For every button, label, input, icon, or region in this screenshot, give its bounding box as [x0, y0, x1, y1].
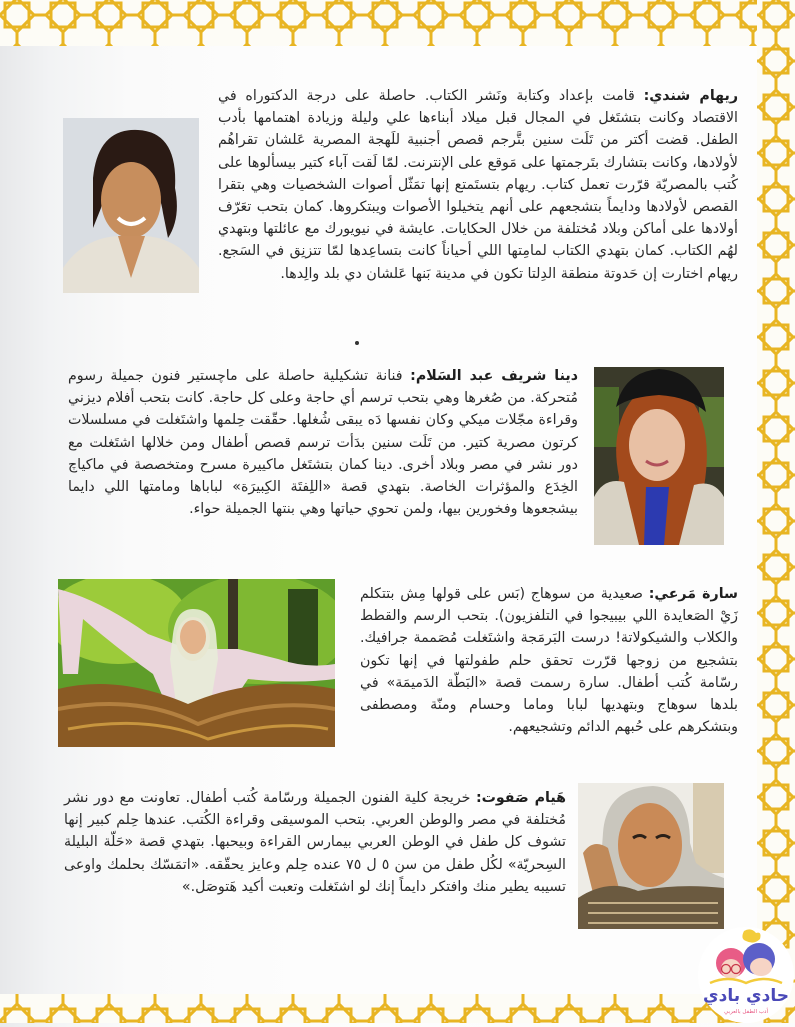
bio-riham-shendy — [218, 85, 738, 285]
hayam-photo — [578, 783, 724, 929]
riham-photo — [63, 118, 199, 293]
sara-photo — [58, 579, 335, 747]
bio-name: ريهام شندي: — [643, 88, 739, 104]
dina-photo — [594, 367, 724, 545]
separator-dot — [355, 341, 359, 345]
hadi-badi-logo — [696, 925, 795, 1023]
decorative-border-bottom — [0, 994, 795, 1023]
bio-text: قامت بإعداد وكتابة ونَشر الكتاب. حاصلة على درجة الدكتوراه في الاقتصاد وكانت بتشتَغل في المجال قبل ميلاد أبناءها علي وليلة وزيادة اهتمامها بأدب الطفل. قضت أكتر من تَلَت سنين بتَّرجم قصص أجنبية للَهجة المصرية عَلشان تقراهُم لأولادها، وكانت بتشارك بتَرجمتها على مَوقع على الإنترنت. لمّا لَقت آباء كتير بيسألوها على كُتب بالمصريّة قرّرت تعمل كتاب. ريهام بتستَمتع إنها تمَثّل أصوات الشخصيات وهي بتقرا القصص لأولادها ودايماً بتشجعهم على أنهم يتخيلوا الأصوات ويبتكروها. كمان بتحب تعَرّف أولادها على أماكن وبلاد مُختلفة من خلال الحكايات. عايشة في نيويورك مع عائلتها وبتهدي لهُم الكتاب. كمان بتهدي الكتاب لمامِتها اللي أحياناً كانت بتساعِدها لمّا تتزنِق في السَجع. ريهام اختارت إن حَدوتة منطقة الدِلتا تكون في مدينة بَنها عَلشان دي بلد والِدها. — [218, 88, 738, 282]
logo-subtitle: أدب الطفل بالعربي — [724, 1009, 768, 1015]
bio-dina-sherif — [68, 365, 578, 520]
bio-name: دينا شريف عبد السَلام: — [410, 368, 578, 384]
bio-text: صعيدية من سوهاج (بَس على قولها مِش بتتكلم زَيْ الصَعايدة اللي بيبيجوا في التلفزيون). بتحب الرسم والقطط والكلاب والشيكولاتة! درست البَرمَجة واشتَغلت مُصَممة جرافيك. بتشجيع من زوجها قرّرت تحقق حلم طفولتها في إنها تكون رسّامة كُتب أطفال. سارة رسمت قصة «البَطّة الدَميمَة» في بلدها سوهاج وبتهديها لبابا وماما وحسام ومنّة ومصطفى وبتشكرهم على حُبهم الدائم وتشجيعهم. — [360, 586, 738, 736]
bio-hayam-safwat — [64, 787, 566, 898]
bio-text: خريجة كلية الفنون الجميلة ورسّامة كُتب أطفال. تعاونت مع دور نشر مُختلفة في مصر والوطن العربي. بتحب الموسيقى وقراءة الكُتب. عندها حِلم كبير إنها تشوف كل طفل في الوطن العربي بيمارس القراءة وبيحبها. بتهدي قصة «حَلّة البليلة السِحريّة» لكُل طفل من سن ٥ ل ٧٥ عنده حِلم وعايز يحقّقه. «اتمَسّك بحلمك واوعى تسيبه يطير منك وافتكر دايماً إنك لو اشتَغلت وتعبت أكيد هَتوصَل.» — [64, 790, 566, 895]
decorative-border-right — [757, 0, 795, 1023]
bio-text: فنانة تشكيلية حاصلة على ماچستير فنون جميلة رسوم مُتحركة. من صُغرها وهي بتحب ترسم أي حاجة وعلى كل حاجة. كانت بتحب أفلام ديزني وقراءة مجّلات ميكي وكان نفسها دَه يبقى شُغلها. حقّقت حِلمها واشتَغلت في مسلسلات كرتون مصرية كتير. من تَلَت سنين بدَأت ترسم قصص أطفال ومن خلالها اشتَغلت مع دور نشر في مصر وبلاد أخرى. دينا كمان بتشتَغل ماكييرة مسرح ومتخصصة في ماكياچ الخِدَع والمؤثرات الخاصة. بتهدي قصة «اللِفتَة الكِبيرَة» لباباها ومامتها اللي دايما بيشجعوها وفخورين بيها، ولمن تحوي حياتها وهي بنتها الجميلة حواء. — [68, 368, 578, 518]
decorative-border-top — [0, 0, 795, 46]
bio-name: هَيام صَفوت: — [475, 790, 567, 806]
logo-title: حادي بادي — [703, 986, 789, 1006]
bio-sara-marei — [360, 583, 738, 738]
bio-name: سارة مَرعي: — [648, 586, 739, 602]
